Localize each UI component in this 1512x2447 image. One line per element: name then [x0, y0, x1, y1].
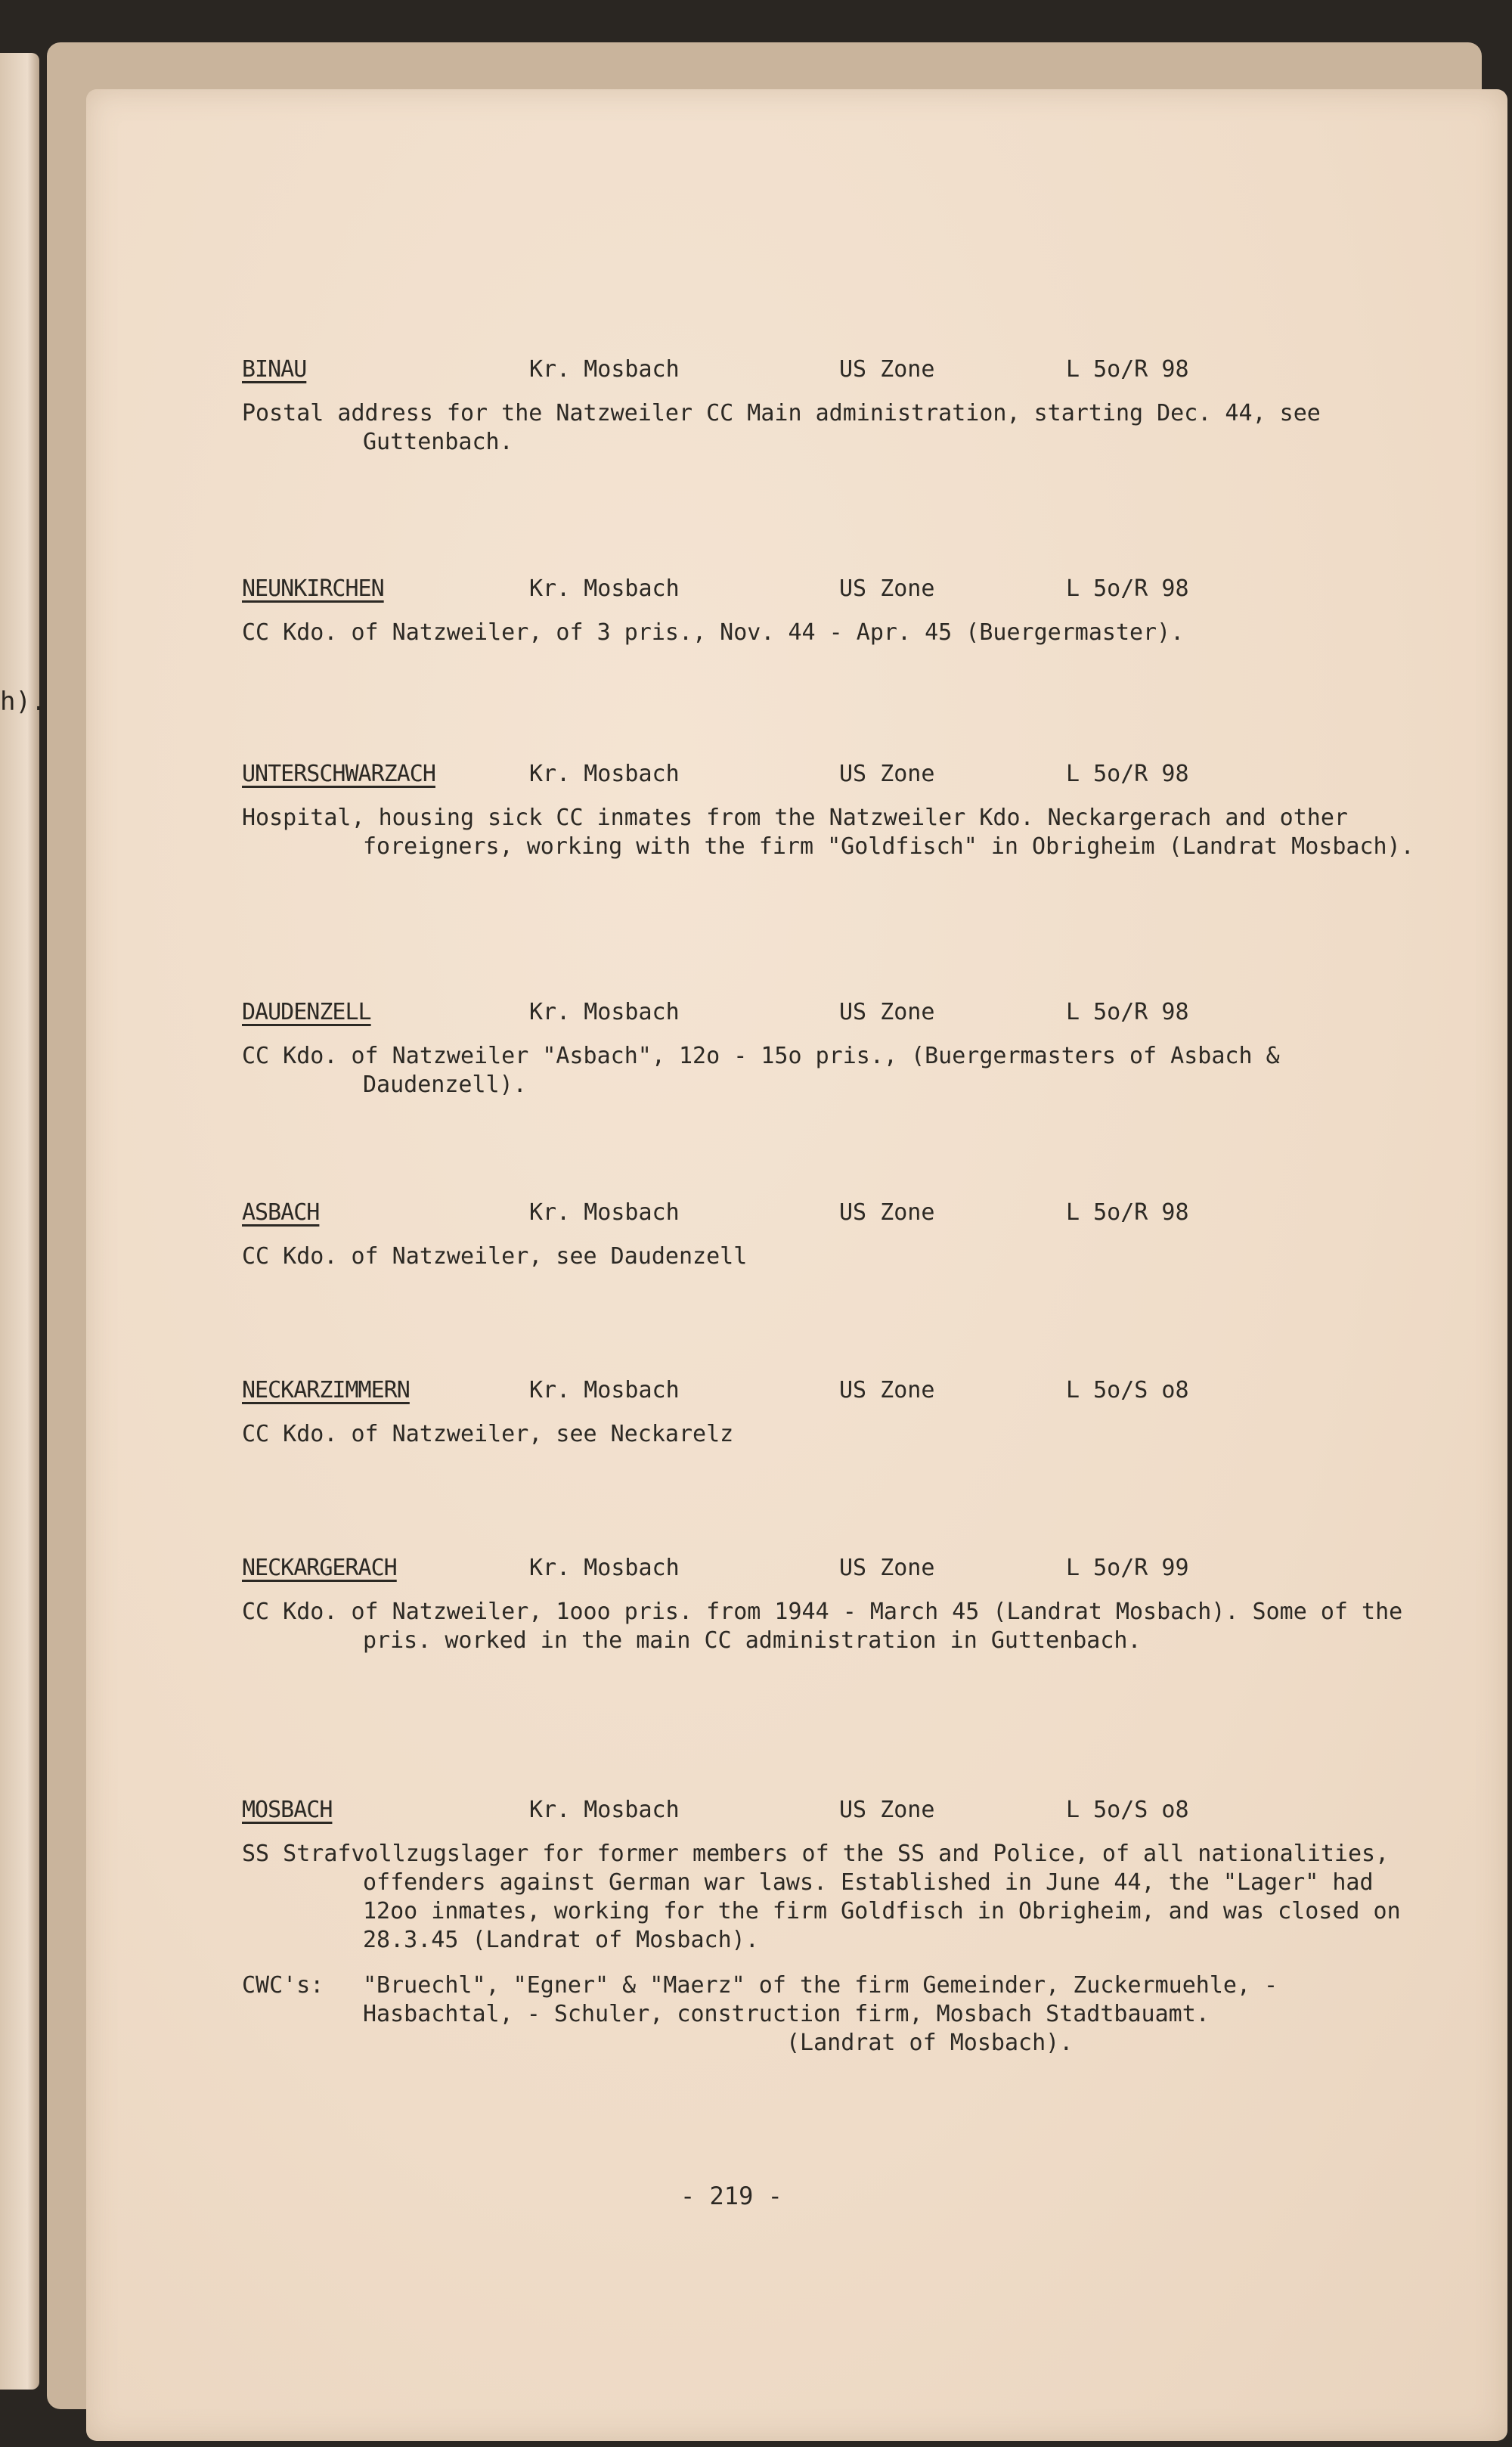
entry-header [242, 355, 1391, 390]
zone: US Zone [839, 1555, 935, 1581]
entry-binau [242, 355, 1391, 457]
map-reference: L 5o/R 99 [1066, 1555, 1189, 1581]
place-name: NEUNKIRCHEN [242, 575, 384, 602]
entry-unterschwarzach [242, 760, 1414, 861]
district: Kr. Mosbach [529, 1555, 680, 1581]
district: Kr. Mosbach [529, 761, 680, 787]
district: Kr. Mosbach [529, 1199, 680, 1226]
zone: US Zone [839, 1377, 935, 1403]
map-reference: L 5o/R 98 [1066, 1199, 1189, 1226]
cwc-text: "Bruechl", "Egner" & "Maerz" of the firm Gemeinder, Zuckermuehle, - Hasbachtal, - Schuler, construction firm, Mosbach Stadtbauamt. [363, 1972, 1278, 2027]
entry-neunkirchen [242, 575, 1391, 647]
district: Kr. Mosbach [529, 575, 680, 602]
entry-mosbach [242, 1796, 1401, 2058]
entry-header [242, 998, 1391, 1033]
entry-header [242, 1376, 1391, 1411]
entry-text: CC Kdo. of Natzweiler, see Daudenzell [242, 1243, 748, 1270]
place-name: NECKARZIMMERN [242, 1377, 410, 1403]
entry-text: SS Strafvollzugslager for former members of the SS and Police, of all nationalities, offenders against German war laws. Established in June 44, the "Lager" had 12oo inmates, working for the firm Goldfisch in Obrigheim, and was closed on 28.3.45 (Landrat of Mosbach). [242, 1841, 1401, 1953]
place-name: ASBACH [242, 1199, 320, 1226]
district: Kr. Mosbach [529, 1377, 680, 1403]
entry-header [242, 1796, 1391, 1831]
entry-text: Postal address for the Natzweiler CC Main administration, starting Dec. 44, see Guttenbach. [242, 400, 1321, 455]
entry-header [242, 1199, 1391, 1233]
zone: US Zone [839, 1797, 935, 1823]
map-reference: L 5o/R 98 [1066, 999, 1189, 1025]
map-reference: L 5o/R 98 [1066, 761, 1189, 787]
place-name: DAUDENZELL [242, 999, 371, 1025]
entry-header [242, 760, 1391, 795]
adjacent-page-text-fragment: h). [0, 687, 47, 717]
entry-text: CC Kdo. of Natzweiler "Asbach", 12o - 15o pris., (Buergermasters of Asbach & Daudenzell). [242, 1043, 1280, 1098]
zone: US Zone [839, 1199, 935, 1226]
place-name: MOSBACH [242, 1797, 333, 1823]
entry-text: Hospital, housing sick CC inmates from the Natzweiler Kdo. Neckargerach and other foreigners, working with the firm "Goldfisch" in Obrigheim (Landrat Mosbach). [242, 805, 1414, 860]
entry-header [242, 1554, 1391, 1589]
zone: US Zone [839, 356, 935, 383]
zone: US Zone [839, 999, 935, 1025]
adjacent-page-edge [0, 53, 39, 2390]
cwc-source: (Landrat of Mosbach). [786, 2030, 1074, 2056]
map-reference: L 5o/S o8 [1066, 1377, 1189, 1403]
cwc-block [242, 1971, 1391, 2058]
map-reference: L 5o/R 98 [1066, 356, 1189, 383]
district: Kr. Mosbach [529, 1797, 680, 1823]
zone: US Zone [839, 761, 935, 787]
entry-neckargerach [242, 1554, 1403, 1655]
district: Kr. Mosbach [529, 999, 680, 1025]
entry-neckarzimmern [242, 1376, 1391, 1449]
place-name: NECKARGERACH [242, 1555, 397, 1581]
entry-asbach [242, 1199, 1391, 1271]
cwc-label: CWC's: [242, 1972, 324, 1999]
zone: US Zone [839, 575, 935, 602]
place-name: BINAU [242, 356, 307, 383]
entry-text: CC Kdo. of Natzweiler, 1ooo pris. from 1944 - March 45 (Landrat Mosbach). Some of the pris. worked in the main CC administration in Guttenbach. [242, 1599, 1403, 1654]
map-reference: L 5o/R 98 [1066, 575, 1189, 602]
entry-text: CC Kdo. of Natzweiler, of 3 pris., Nov. 44 - Apr. 45 (Buergermaster). [242, 619, 1185, 646]
entry-text: CC Kdo. of Natzweiler, see Neckarelz [242, 1421, 734, 1447]
district: Kr. Mosbach [529, 356, 680, 383]
entry-header [242, 575, 1391, 609]
map-reference: L 5o/S o8 [1066, 1797, 1189, 1823]
page-number: - 219 - [680, 2182, 782, 2210]
entry-daudenzell [242, 998, 1391, 1099]
place-name: UNTERSCHWARZACH [242, 761, 435, 787]
